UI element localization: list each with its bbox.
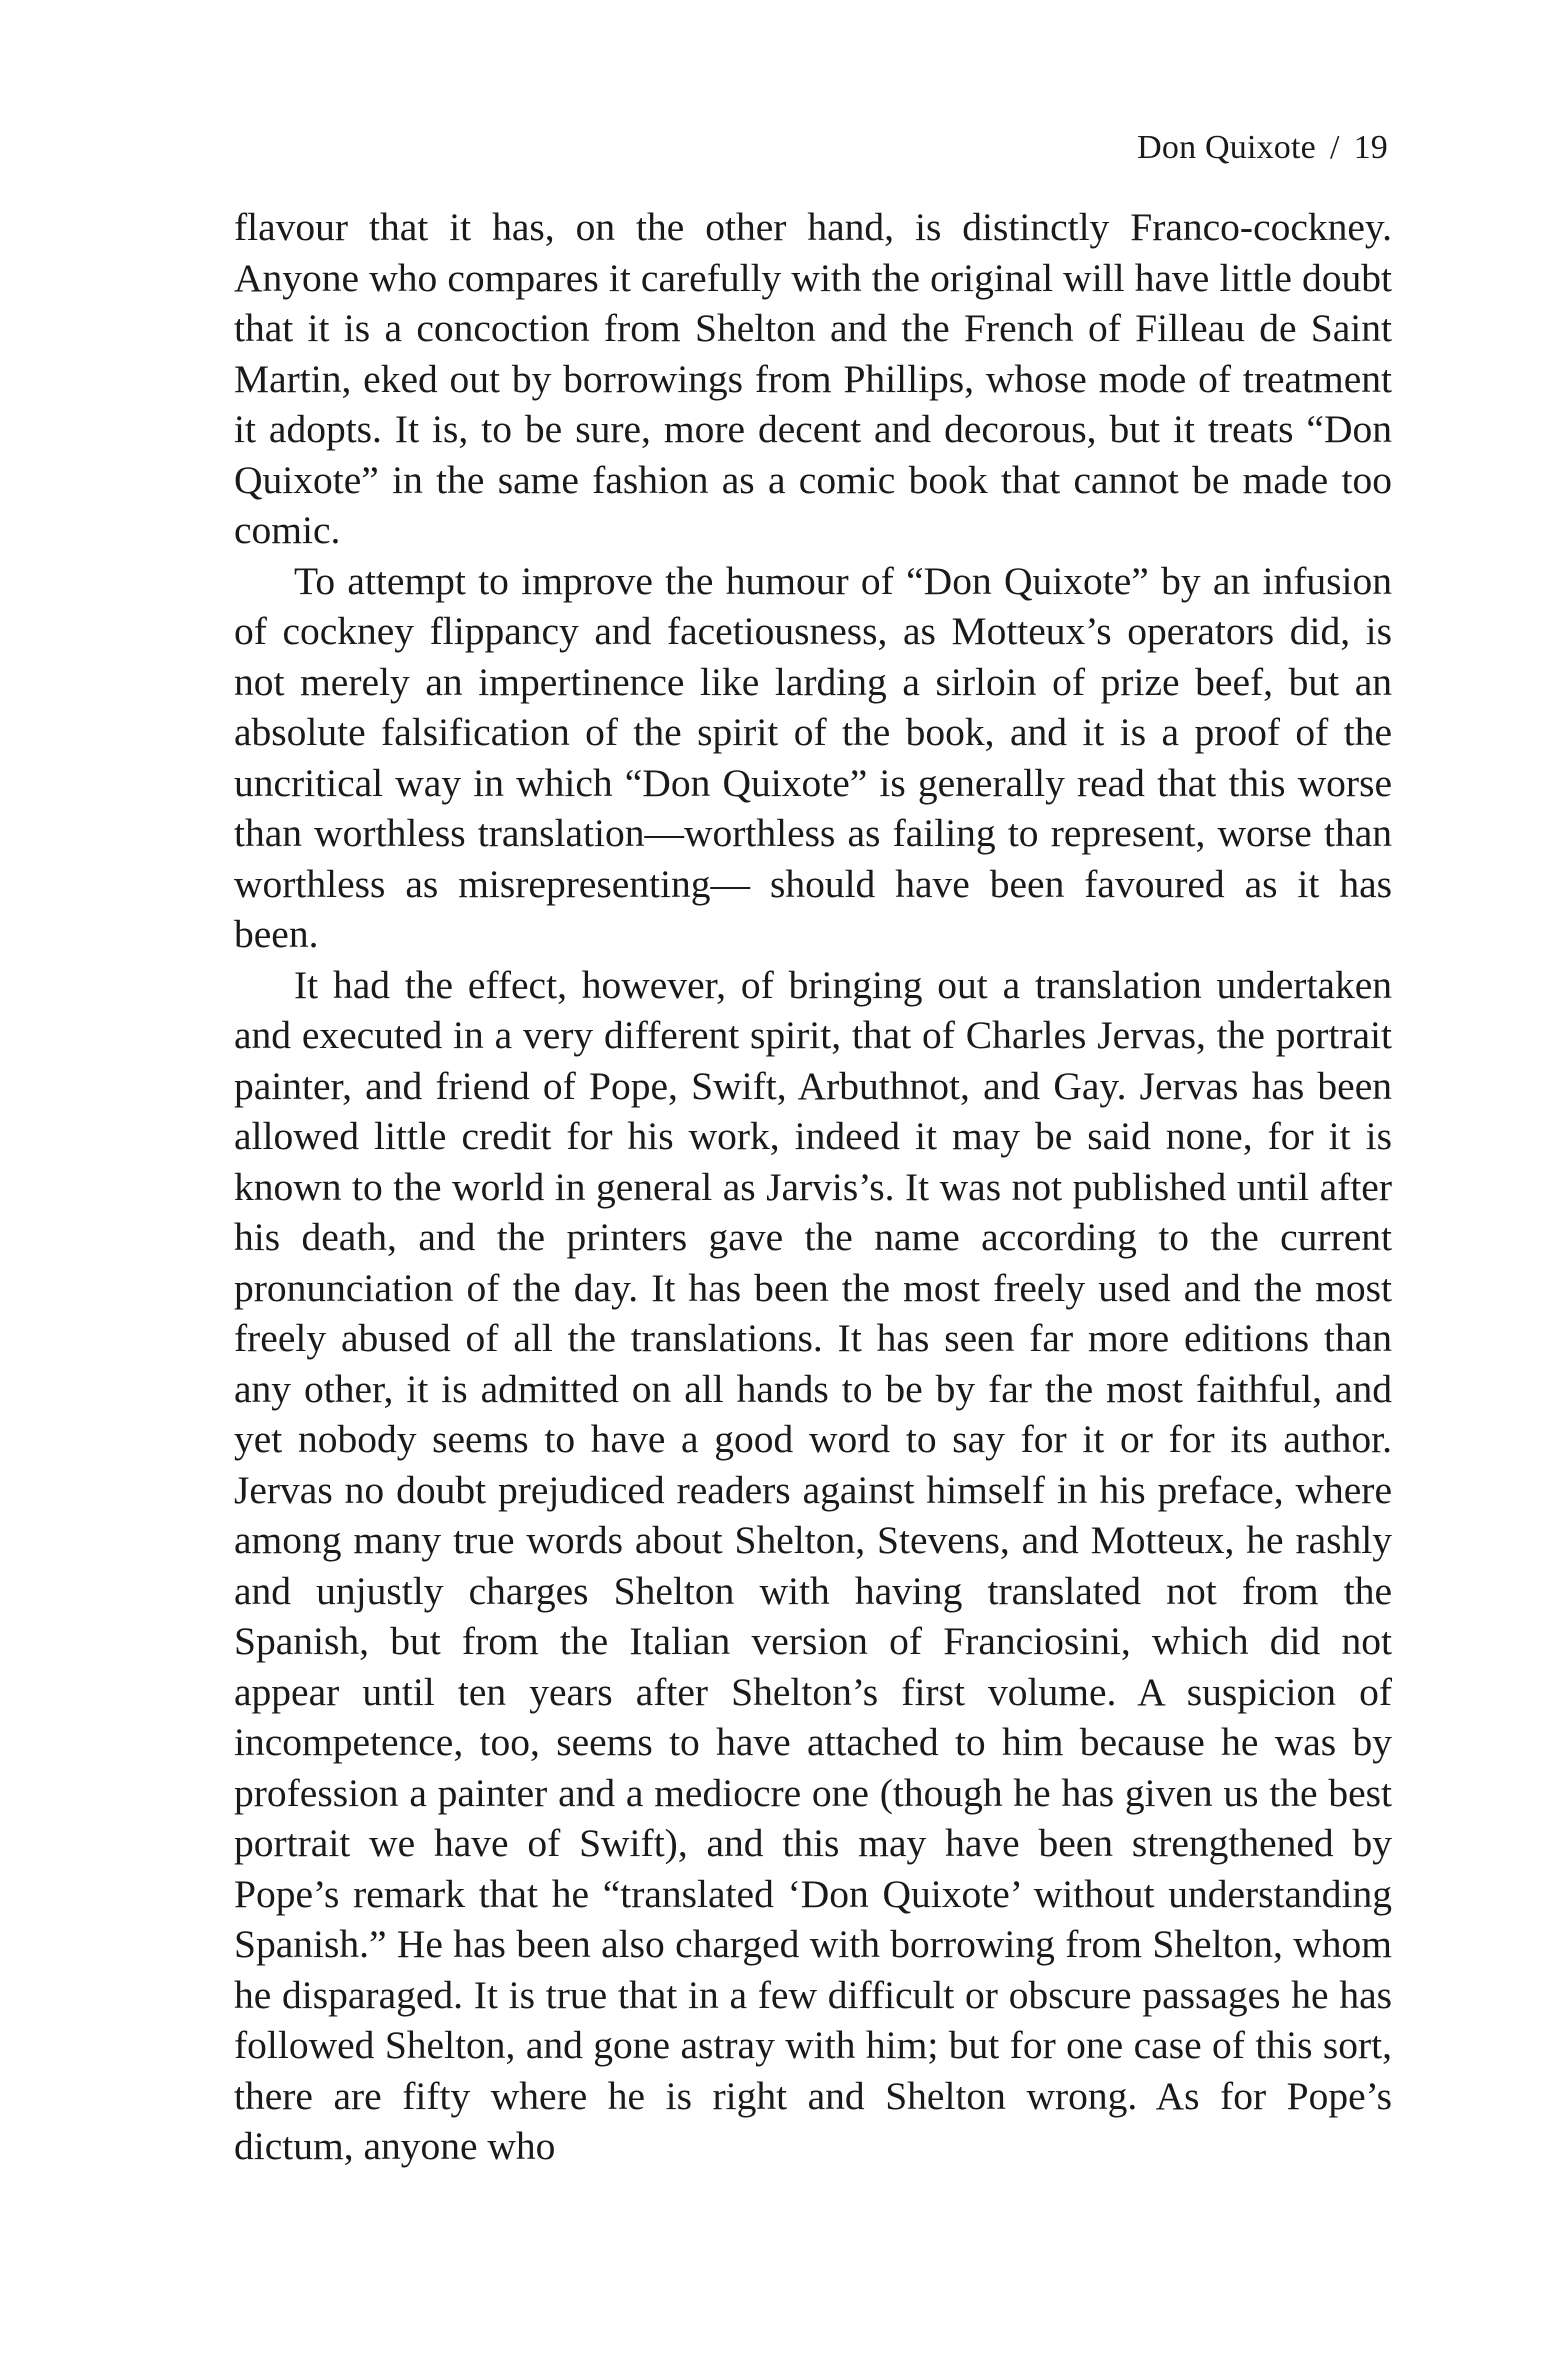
paragraph-continued: flavour that it has, on the other hand, is distinctly Franco-cockney. Anyone who compares it carefully with the original will have little doubt that it is a concoction from Shelton and the French of Filleau de Saint Martin, eked out by borrowings from Phillips, whose mode of treatment it adopts. It is, to be sure, more decent and decorous, but it treats “Don Quixote” in the same fashion as a comic book that cannot be made too comic.: [234, 205, 1392, 552]
page-number: 19: [1353, 129, 1388, 166]
paragraph: To attempt to improve the humour of “Don Quixote” by an infusion of cockney flippancy and facetiousness, as Motteux’s operators did, is not merely an impertinence like larding a sirloin of prize beef, but an absolute falsification of the spirit of the book, and it is a proof of the uncritical way in which “Don Quixote” is generally read that this worse than worthless translation—worthless as failing to represent, worse than worthless as misrepresenting— should have been favoured as it has been.: [234, 558, 1392, 956]
paragraph: It had the effect, however, of bringing out a translation undertaken and executed in a very different spirit, that of Charles Jervas, the portrait painter, and friend of Pope, Swift, Arbuthnot, and Gay. Jervas has been allowed little credit for his work, indeed it may be said none, for it is known to the world in general as Jarvis’s. It was not published until after his death, and the printers gave the name according to the current pronunciation of the day. It has been the most freely used and the most freely abused of all the translations. It has seen far more editions than any other, it is admitted on all hands to be by far the most faithful, and yet nobody seems to have a good word to say for it or for its author. Jervas no doubt prejudiced readers against himself in his preface, where among many true words about Shelton, Stevens, and Motteux, he rashly and unjustly charges Shelton with having translated not from the Spanish, but from the Italian version of Franciosini, which did not appear until ten years after Shelton’s first volume. A suspicion of incompetence, too, seems to have attached to him because he was by profession a painter and a mediocre one (though he has given us the best portrait we have of Swift), and this may have been strengthened by Pope’s remark that he “translated ‘Don Quixote’ without understanding Spanish.” He has been also charged with borrowing from Shelton, whom he disparaged. It is true that in a few difficult or obscure passages he has followed Shelton, and gone astray with him; but for one case of this sort, there are fifty where he is right and Shelton wrong. As for Pope’s dictum, anyone who: [234, 962, 1392, 2168]
running-title: Don Quixote: [1137, 129, 1316, 166]
body-text: [234, 202, 1392, 2172]
running-head: [1137, 128, 1388, 168]
header-separator: /: [1329, 129, 1340, 166]
